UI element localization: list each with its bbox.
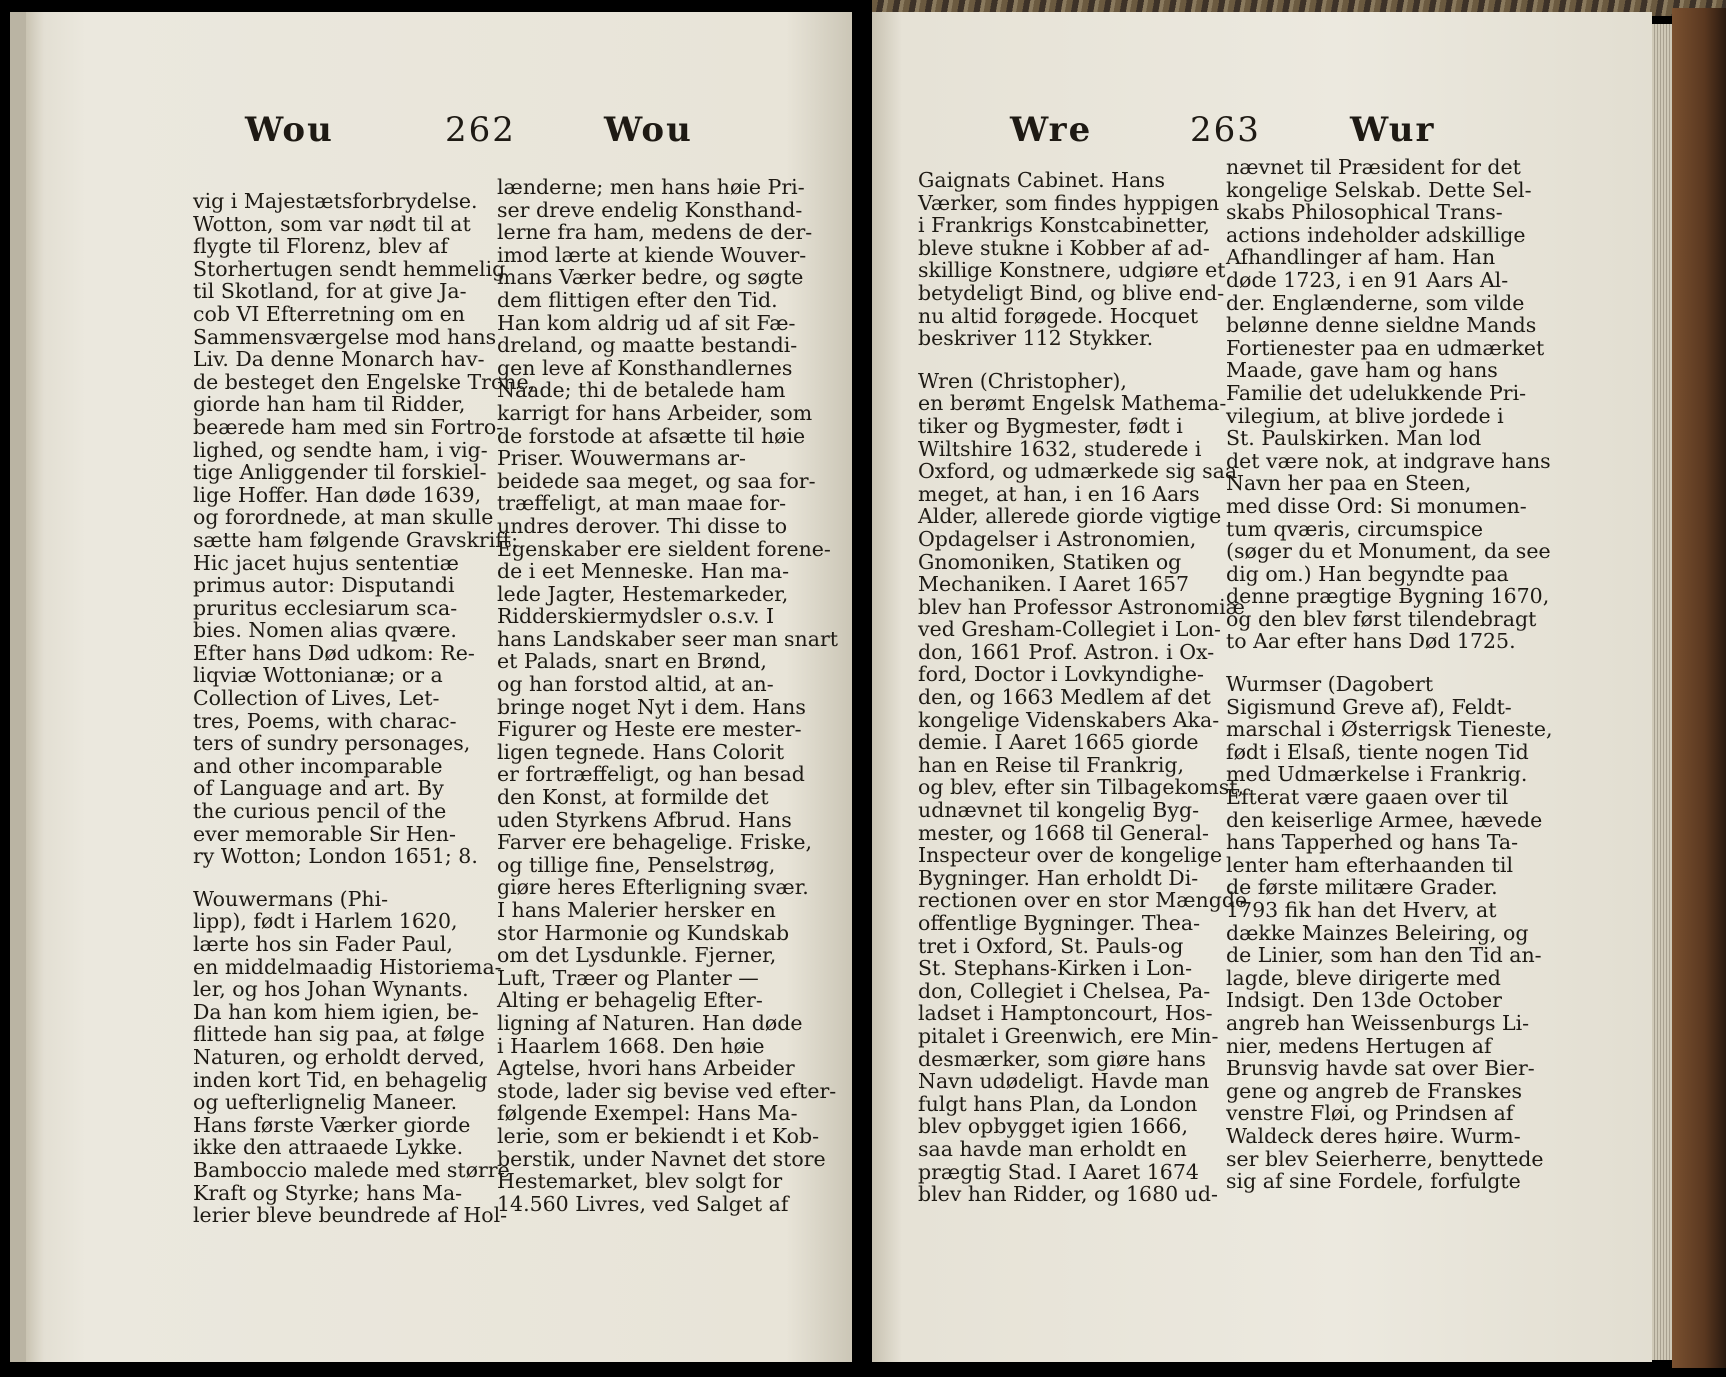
text-line: i Frankrigs Konstcabinetter, <box>918 213 1210 238</box>
text-line: Wren (Christopher), <box>918 368 1127 393</box>
text-line: ligen tegnede. Hans Colorit <box>497 739 785 764</box>
text-line: der. Englænderne, som vilde <box>1226 290 1525 315</box>
left-header-first: Wou <box>245 110 334 150</box>
text-line: don, 1661 Prof. Astron. i Ox- <box>918 639 1215 664</box>
page-edges <box>1652 24 1672 1360</box>
text-line: Opdagelser i Astronomien, <box>918 526 1197 551</box>
text-line: bringe noget Nyt i dem. Hans <box>497 694 806 719</box>
text-line: St. Stephans-Kirken i Lon- <box>918 956 1193 981</box>
text-line: blev han Professor Astronomiæ <box>918 594 1245 619</box>
text-line: kongelige Videnskabers Aka- <box>918 707 1220 732</box>
text-line: ligning af Naturen. Han døde <box>497 1010 803 1035</box>
text-line: flittede han sig paa, at følge <box>193 1022 485 1047</box>
text-line: udnævnet til kongelig Byg- <box>918 798 1200 823</box>
text-line: undres derover. Thi disse to <box>497 513 788 538</box>
text-line: skabs Philosophical Trans- <box>1226 200 1503 225</box>
text-line: Farver ere behagelige. Friske, <box>497 830 812 855</box>
text-line: de besteget den Engelske Trone, <box>193 369 536 394</box>
text-line: til Skotland, for at give Ja- <box>193 279 467 304</box>
text-line: Wotton, som var nødt til at <box>193 211 471 236</box>
text-line: en berømt Engelsk Mathema- <box>918 391 1227 416</box>
text-line: med disse Ord: Si monumen- <box>1226 493 1527 518</box>
text-line: med Udmærkelse i Frankrig. <box>1226 762 1528 787</box>
text-line: nævnet til Præsident for det <box>1226 155 1521 179</box>
right-page-number: 263 <box>1190 110 1261 150</box>
text-line: to Aar efter hans Død 1725. <box>1226 629 1516 654</box>
text-line: ved Gresham-Collegiet i Lon- <box>918 617 1221 642</box>
left-page-column-2 <box>497 175 839 1216</box>
text-line: demie. I Aaret 1665 giorde <box>918 730 1199 755</box>
text-line: gen leve af Konsthandlernes <box>497 355 793 380</box>
text-line: actions indeholder adskillige <box>1226 222 1526 247</box>
text-line: giorde han ham til Ridder, <box>193 392 466 417</box>
right-header-first: Wre <box>1010 110 1093 150</box>
text-line: tige Anliggender til forskiel- <box>193 460 487 485</box>
text-line: don, Collegiet i Chelsea, Pa- <box>918 978 1211 1003</box>
text-line: Liv. Da denne Monarch hav- <box>193 347 485 372</box>
text-line: Wiltshire 1632, studerede i <box>918 436 1202 461</box>
text-line: Waldeck deres høire. Wurm- <box>1226 1123 1521 1148</box>
text-line: Alder, allerede giorde vigtige <box>918 504 1222 529</box>
text-line: Navn udødeligt. Havde man <box>918 1069 1210 1094</box>
text-line: dække Mainzes Beleiring, og <box>1226 920 1529 945</box>
text-line: Ridderskiermydsler o.s.v. I <box>497 604 775 629</box>
text-line: Alting er behagelig Efter- <box>497 988 763 1013</box>
text-line: hans Tapperhed og hans Ta- <box>1226 830 1518 855</box>
text-line: tiker og Bygmester, født i <box>918 413 1183 438</box>
text-line: giøre heres Efterligning svær. <box>497 875 809 900</box>
text-line: ever memorable Sir Hen- <box>193 821 456 846</box>
text-line: flygte til Florenz, blev af <box>193 234 448 259</box>
text-line: lænderne; men hans høie Pri- <box>497 175 805 199</box>
text-line: om det Lysdunkle. Fjerner, <box>497 943 777 968</box>
left-page-column-1 <box>193 189 536 1228</box>
text-line: Wouwermans (Phi- <box>193 886 389 911</box>
text-line: den keiserlige Armee, hævede <box>1226 807 1543 832</box>
text-line: og blev, efter sin Tilbagekomst, <box>918 775 1245 800</box>
text-line: and other incomparable <box>193 753 443 778</box>
text-line: den, og 1663 Medlem af det <box>918 685 1211 710</box>
text-line: træffeligt, at man maae for- <box>497 491 787 516</box>
text-line: angreb han Weissenburgs Li- <box>1226 1010 1530 1035</box>
text-line: Agtelse, hvori hans Arbeider <box>497 1056 795 1081</box>
text-line: 1793 fik han det Hverv, at <box>1226 898 1497 922</box>
text-line: imod lærte at kiende Wouver- <box>497 242 807 267</box>
text-line: nu altid forøgede. Hocquet <box>918 303 1199 328</box>
text-line: Sigismund Greve af), Feldt- <box>1226 694 1512 719</box>
text-line: Luft, Træer og Planter — <box>497 965 759 990</box>
text-line: blev han Ridder, og 1680 ud- <box>918 1182 1218 1207</box>
text-line: Fortienester paa en udmærket <box>1226 335 1545 360</box>
text-line: Bygninger. Han erholdt Di- <box>918 865 1199 890</box>
text-line: sig af sine Fordele, forfulgte <box>1226 1169 1521 1194</box>
text-line: lipp), født i Harlem 1620, <box>193 909 458 934</box>
text-line: og han forstod altid, at an- <box>497 672 774 697</box>
text-line <box>193 868 483 888</box>
text-line: primus autor: Disputandi <box>193 573 455 598</box>
text-line: bleve stukne i Kobber af ad- <box>918 235 1210 260</box>
text-line: og uefterlignelig Maneer. <box>193 1090 458 1115</box>
text-line: Collection of Lives, Let- <box>193 686 440 711</box>
text-line: de forstode at afsætte til høie <box>497 423 806 448</box>
text-line: Storhertugen sendt hemmelig <box>193 256 506 281</box>
text-line: lige Hoffer. Han døde 1639, <box>193 482 482 507</box>
text-line: ser blev Seierherre, benyttede <box>1226 1146 1544 1171</box>
text-line: Navn her paa en Steen, <box>1226 471 1472 496</box>
text-line: skillige Konstnere, udgiøre et <box>918 258 1226 283</box>
book-cover-edge <box>1672 8 1726 1368</box>
text-line: Kraft og Styrke; hans Ma- <box>193 1180 463 1205</box>
text-line: de i eet Menneske. Han ma- <box>497 559 790 584</box>
text-line: i Haarlem 1668. Den høie <box>497 1033 765 1058</box>
text-line: Da han kom hiem igien, be- <box>193 999 479 1024</box>
text-line: Brunsvig havde sat over Bier- <box>1226 1056 1535 1081</box>
text-line: er fortræffeligt, og han besad <box>497 762 805 787</box>
text-line: lagde, bleve dirigerte med <box>1226 965 1501 990</box>
text-line: dig om.) Han begyndte paa <box>1226 561 1509 586</box>
text-line: beskriver 112 Stykker. <box>918 326 1154 351</box>
left-page-number: 262 <box>445 110 516 150</box>
text-line: ikke den attraaede Lykke. <box>193 1135 464 1160</box>
text-line: prægtig Stad. I Aaret 1674 <box>918 1159 1199 1184</box>
left-header-last: Wou <box>604 110 693 150</box>
text-line: berstik, under Navnet det store <box>497 1146 826 1171</box>
text-line: tum qværis, circumspice <box>1226 516 1484 541</box>
text-line: lede Jagter, Hestemarkeder, <box>497 581 789 606</box>
text-line: Figurer og Heste ere mester- <box>497 717 802 742</box>
text-line: dreland, og maatte bestandi- <box>497 333 798 358</box>
text-line: Han kom aldrig ud af sit Fæ- <box>497 310 796 335</box>
text-line: Gnomoniken, Statiken og <box>918 549 1182 574</box>
text-line: vig i Majestætsforbrydelse. <box>193 189 478 213</box>
text-line: dem flittigen efter den Tid. <box>497 287 778 312</box>
text-line: kongelige Selskab. Dette Sel- <box>1226 177 1532 202</box>
text-line: Bamboccio malede med større <box>193 1157 510 1182</box>
text-line: venstre Fløi, og Prindsen af <box>1226 1101 1514 1126</box>
book-gutter <box>852 0 872 1377</box>
text-line: 14.560 Livres, ved Salget af <box>497 1191 789 1216</box>
text-line: Hestemarket, blev solgt for <box>497 1169 783 1194</box>
text-line: de Linier, som han den Tid an- <box>1226 943 1542 968</box>
text-line: denne prægtige Bygning 1670, <box>1226 584 1550 609</box>
text-line: hans Landskaber seer man snart <box>497 626 839 651</box>
text-line: pruritus ecclesiarum sca- <box>193 595 458 620</box>
text-line: lenter ham efterhaanden til <box>1226 852 1514 877</box>
text-line: en middelmaadig Historiema- <box>193 954 502 979</box>
text-line: pitalet i Greenwich, ere Min- <box>918 1023 1219 1048</box>
text-line: ters of sundry personages, <box>193 731 471 756</box>
text-line: stor Harmonie og Kundskab <box>497 920 790 945</box>
text-line: lighed, og sendte ham, i vig- <box>193 437 488 462</box>
text-line: Afhandlinger af ham. Han <box>1226 245 1496 270</box>
text-line: døde 1723, i en 91 Aars Al- <box>1226 267 1509 292</box>
text-line: Naturen, og erholdt derved, <box>193 1044 486 1069</box>
text-line: Maade, gave ham og hans <box>1226 358 1498 383</box>
text-line: og forordnede, at man skulle <box>193 505 494 530</box>
text-line: bies. Nomen alias qvære. <box>193 618 457 643</box>
text-line: ser drevе endelig Konsthand- <box>497 197 803 222</box>
text-line: Værker, som findes hyppigen <box>918 190 1220 215</box>
text-line: ford, Doctor i Lovkyndighe- <box>918 662 1204 687</box>
text-line: tret i Oxford, St. Pauls-og <box>918 933 1184 958</box>
text-line: the curious pencil of the <box>193 799 447 824</box>
text-line: rectionen over en stor Mængde <box>918 888 1248 913</box>
right-page-column-2 <box>1226 155 1553 1194</box>
text-line: de første militære Grader. <box>1226 875 1498 900</box>
text-line: lerie, som er bekiendt i et Kob- <box>497 1123 820 1148</box>
text-line: liqviæ Wottonianæ; or a <box>193 663 443 688</box>
text-line: lerier bleve beundrede af Hol- <box>193 1203 508 1228</box>
text-line: inden kort Tid, en behagelig <box>193 1067 488 1092</box>
text-line: beærede ham med sin Fortro- <box>193 414 504 439</box>
right-page-column-1 <box>918 168 1248 1207</box>
text-line: ler, og hos Johan Wynants. <box>193 977 469 1002</box>
text-line: Sammensværgelse mod hans <box>193 324 497 349</box>
text-line: Priser. Wouwermans ar- <box>497 446 746 471</box>
text-line: lærte hos sin Fader Paul, <box>193 932 453 956</box>
text-line: beidede saa meget, og saa for- <box>497 468 816 493</box>
text-line: sætte ham følgende Gravskrift: <box>193 527 519 552</box>
text-line: gene og angreb de Franskes <box>1226 1078 1523 1103</box>
text-line: nier, medens Hertugen af <box>1226 1033 1492 1058</box>
text-line: Efter hans Død udkom: Re- <box>193 640 475 665</box>
text-line: Hans første Værker giorde <box>193 1112 471 1137</box>
text-line: ladset i Hamptoncourt, Hos- <box>918 1001 1213 1026</box>
text-line: St. Paulskirken. Man lod <box>1226 426 1482 451</box>
text-line: of Language and art. By <box>193 776 444 801</box>
text-line: Wurmser (Dagobert <box>1226 672 1434 697</box>
text-line: vilegium, at blive jordede i <box>1226 403 1504 428</box>
text-line: den Konst, at formilde det <box>497 785 769 810</box>
text-line: Inspecteur over de kongelige <box>918 843 1223 868</box>
text-line <box>1226 653 1516 673</box>
text-line: Mechaniken. I Aaret 1657 <box>918 572 1190 597</box>
text-line: Oxford, og udmærkede sig saa <box>918 459 1238 484</box>
text-line: Indsigt. Den 13de October <box>1226 988 1502 1013</box>
text-line: født i Elsaß, tiente nogen Tid <box>1226 739 1529 764</box>
text-line: han en Reise til Frankrig, <box>918 752 1185 777</box>
text-line: karrigt for hans Arbeider, som <box>497 400 813 425</box>
text-line: desmærker, som giøre hans <box>918 1046 1206 1071</box>
text-line: det være nok, at indgrave hans <box>1226 448 1551 473</box>
text-line: mester, og 1668 til General- <box>918 820 1209 845</box>
text-line: fulgt hans Plan, da London <box>918 1091 1198 1116</box>
text-line: blev opbygget igien 1666, <box>918 1114 1188 1139</box>
text-line: og tillige fine, Penselstrøg, <box>497 852 776 877</box>
right-header-last: Wur <box>1350 110 1436 150</box>
text-line: meget, at han, i en 16 Aars <box>918 481 1200 506</box>
text-line: uden Styrkens Afbrud. Hans <box>497 807 792 832</box>
text-line: lerne fra ham, medens de der- <box>497 220 813 245</box>
text-line: offentlige Bygninger. Thea- <box>918 911 1201 935</box>
text-line: Familie det udelukkende Pri- <box>1226 380 1527 405</box>
text-line: Naade; thi de betalede ham <box>497 378 786 403</box>
text-line: stode, lader sig bevise ved efter- <box>497 1078 837 1103</box>
text-line: et Palads, snart en Brønd, <box>497 649 767 674</box>
text-line: cob VI Efterretning om en <box>193 301 466 326</box>
text-line: ry Wotton; London 1651; 8. <box>193 844 478 869</box>
text-line: Efterat være gaaen over til <box>1226 785 1509 810</box>
text-line: belønne denne sieldne Mands <box>1226 313 1537 338</box>
text-line: (søger du et Monument, da see <box>1226 539 1551 564</box>
text-line: mans Værker bedre, og søgte <box>497 265 804 290</box>
text-line: saa havde man erholdt en <box>918 1136 1187 1161</box>
text-line: Egenskaber ere sieldent forene- <box>497 536 831 561</box>
text-line: betydeligt Bind, og blive end- <box>918 280 1225 305</box>
text-line: I hans Malerier hersker en <box>497 898 776 922</box>
text-line <box>918 350 1208 370</box>
text-line: Gaignats Cabinet. Hans <box>918 168 1165 192</box>
text-line: Hic jacet hujus sententiæ <box>193 550 459 575</box>
text-line: og den blev først tilendebragt <box>1226 606 1537 631</box>
text-line: følgende Exempel: Hans Ma- <box>497 1101 798 1126</box>
text-line: marschal i Østerrigsk Tieneste, <box>1226 717 1553 742</box>
text-line: tres, Poems, with charac- <box>193 708 457 733</box>
